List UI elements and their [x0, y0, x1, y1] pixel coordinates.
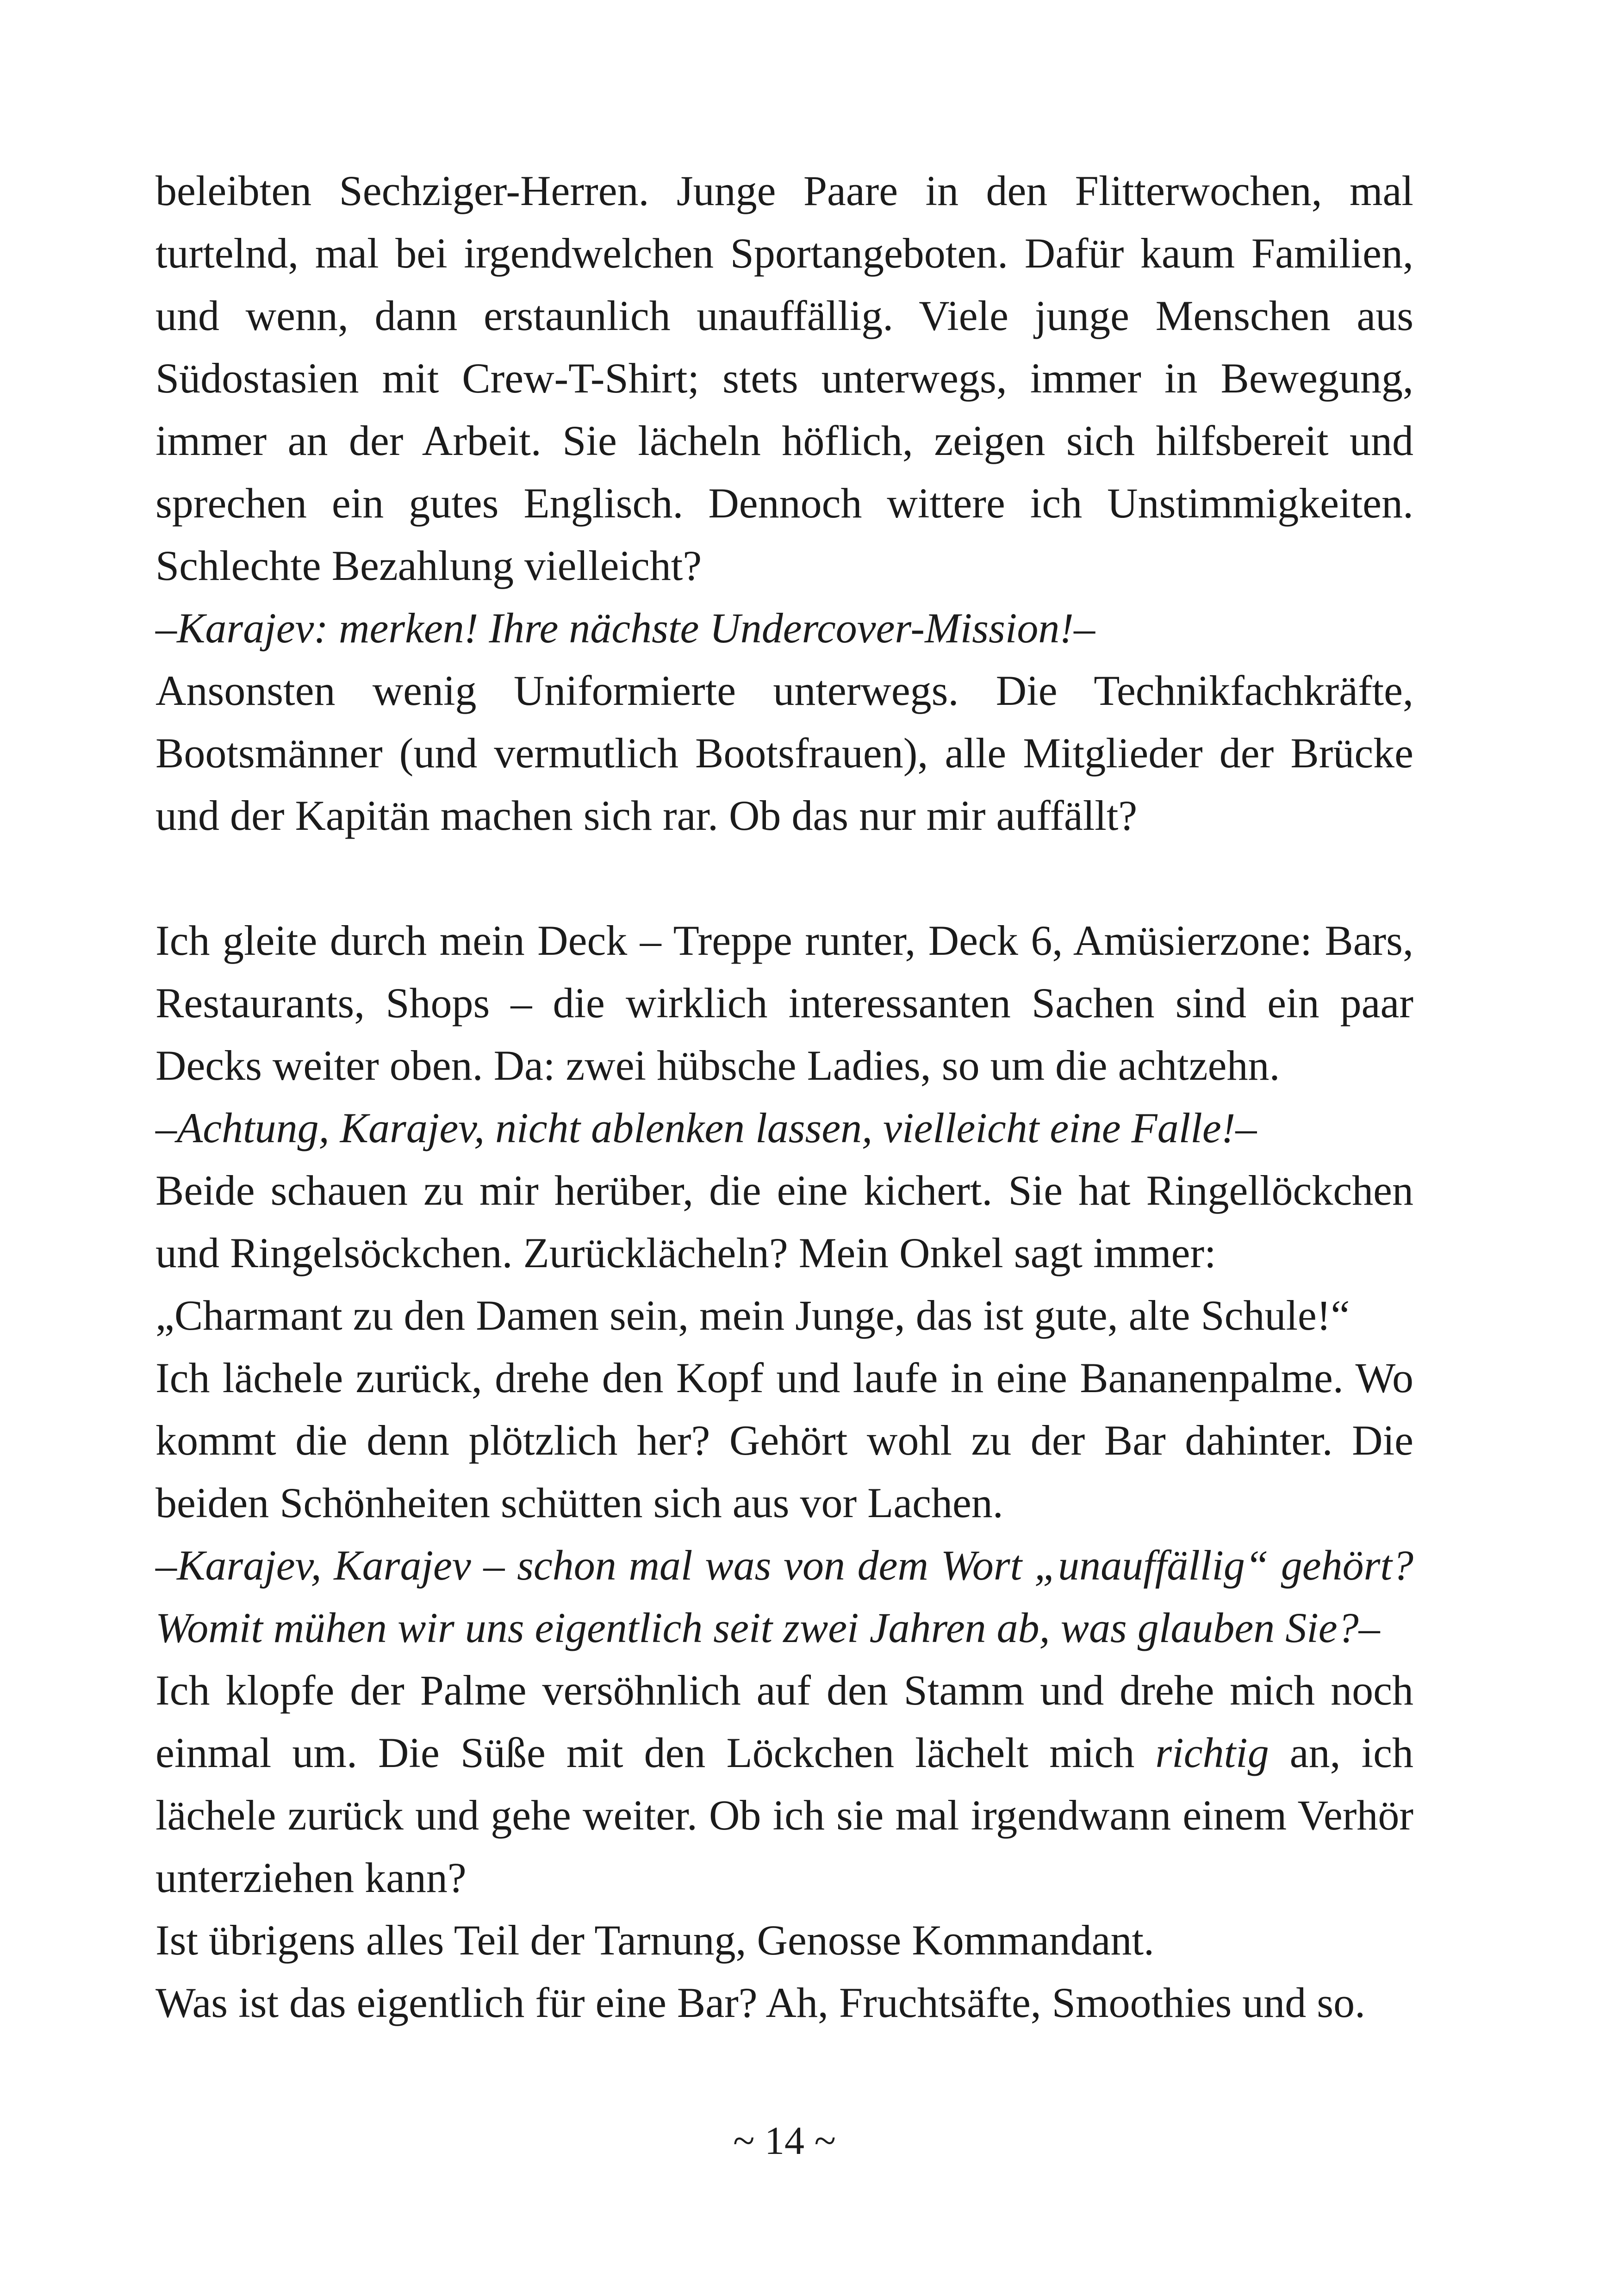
paragraph: [156, 660, 1413, 847]
text-segment: „Charmant zu den Damen sein, mein Junge, das ist gute, alte Schule!“: [156, 1292, 1350, 1339]
text-segment: Beide schauen zu mir herüber, die eine kichert. Sie hat Ringellöckchen und Ringelsöckchen. Zurücklächeln? Mein Onkel sagt immer:: [156, 1167, 1413, 1276]
text-segment: Ist übrigens alles Teil der Tarnung, Genosse Kommandant.: [156, 1916, 1155, 1964]
text-segment: Ich klopfe der Palme versöhnlich auf den Stamm und drehe mich noch einmal um. Die Süße mit den Löckchen lächelt mich: [156, 1667, 1413, 1776]
paragraph: [156, 1284, 1413, 1347]
paragraph-break: [156, 847, 1413, 909]
text-segment: Ich lächele zurück, drehe den Kopf und laufe in eine Bananenpalme. Wo kommt die denn plötzlich her? Gehört wohl zu der Bar dahinter. Die beiden Schönheiten schütten sich aus vor Lachen.: [156, 1354, 1413, 1526]
paragraph: [156, 1347, 1413, 1534]
paragraph: [156, 160, 1413, 597]
text-segment: –Achtung, Karajev, nicht ablenken lassen, vielleicht eine Falle!–: [156, 1104, 1257, 1151]
text-segment: Ansonsten wenig Uniformierte unterwegs. Die Technikfachkräfte, Bootsmänner (und vermutlich Bootsfrauen), alle Mitglieder der Brücke und der Kapitän machen sich rar. Ob das nur mir auffällt?: [156, 667, 1413, 839]
paragraph: [156, 1534, 1413, 1659]
text-segment: –Karajev: merken! Ihre nächste Undercover-Mission!–: [156, 604, 1095, 652]
paragraph: [156, 909, 1413, 1097]
text-block: [156, 160, 1413, 2034]
paragraph: [156, 1097, 1413, 1159]
text-segment: beleibten Sechziger-Herren. Junge Paare in den Flitterwochen, mal turtelnd, mal bei irgendwelchen Sportangeboten. Dafür kaum Familien, und wenn, dann erstaunlich unauffällig. Viele junge Menschen aus Südostasien mit Crew-T-Shirt; stets unterwegs, immer in Bewegung, immer an der Arbeit. Sie lächeln höflich, zeigen sich hilfsbereit und sprechen ein gutes Englisch. Dennoch wittere ich Unstimmigkeiten. Schlechte Bezahlung vielleicht?: [156, 167, 1413, 589]
text-segment: –Karajev, Karajev – schon mal was von dem Wort „unauffällig“ gehört? Womit mühen wir uns eigentlich seit zwei Jahren ab, was glauben Sie?–: [156, 1542, 1413, 1651]
text-segment: Ich gleite durch mein Deck – Treppe runter, Deck 6, Amüsierzone: Bars, Restaurants, Shops – die wirklich interessanten Sachen sind ein paar Decks weiter oben. Da: zwei hübsche Ladies, so um die achtzehn.: [156, 917, 1413, 1089]
paragraph: [156, 1972, 1413, 2034]
text-segment: richtig: [1155, 1729, 1269, 1776]
paragraph: [156, 1159, 1413, 1284]
page-number: ~ 14 ~: [733, 2118, 836, 2163]
paragraph: [156, 1659, 1413, 1909]
text-segment: an, ich lächele zurück und gehe weiter. Ob ich sie mal irgendwann einem Verhör unterziehen kann?: [156, 1729, 1413, 1901]
text-segment: Was ist das eigentlich für eine Bar? Ah, Fruchtsäfte, Smoothies und so.: [156, 1979, 1366, 2026]
paragraph: [156, 1909, 1413, 1972]
paragraph: [156, 597, 1413, 660]
